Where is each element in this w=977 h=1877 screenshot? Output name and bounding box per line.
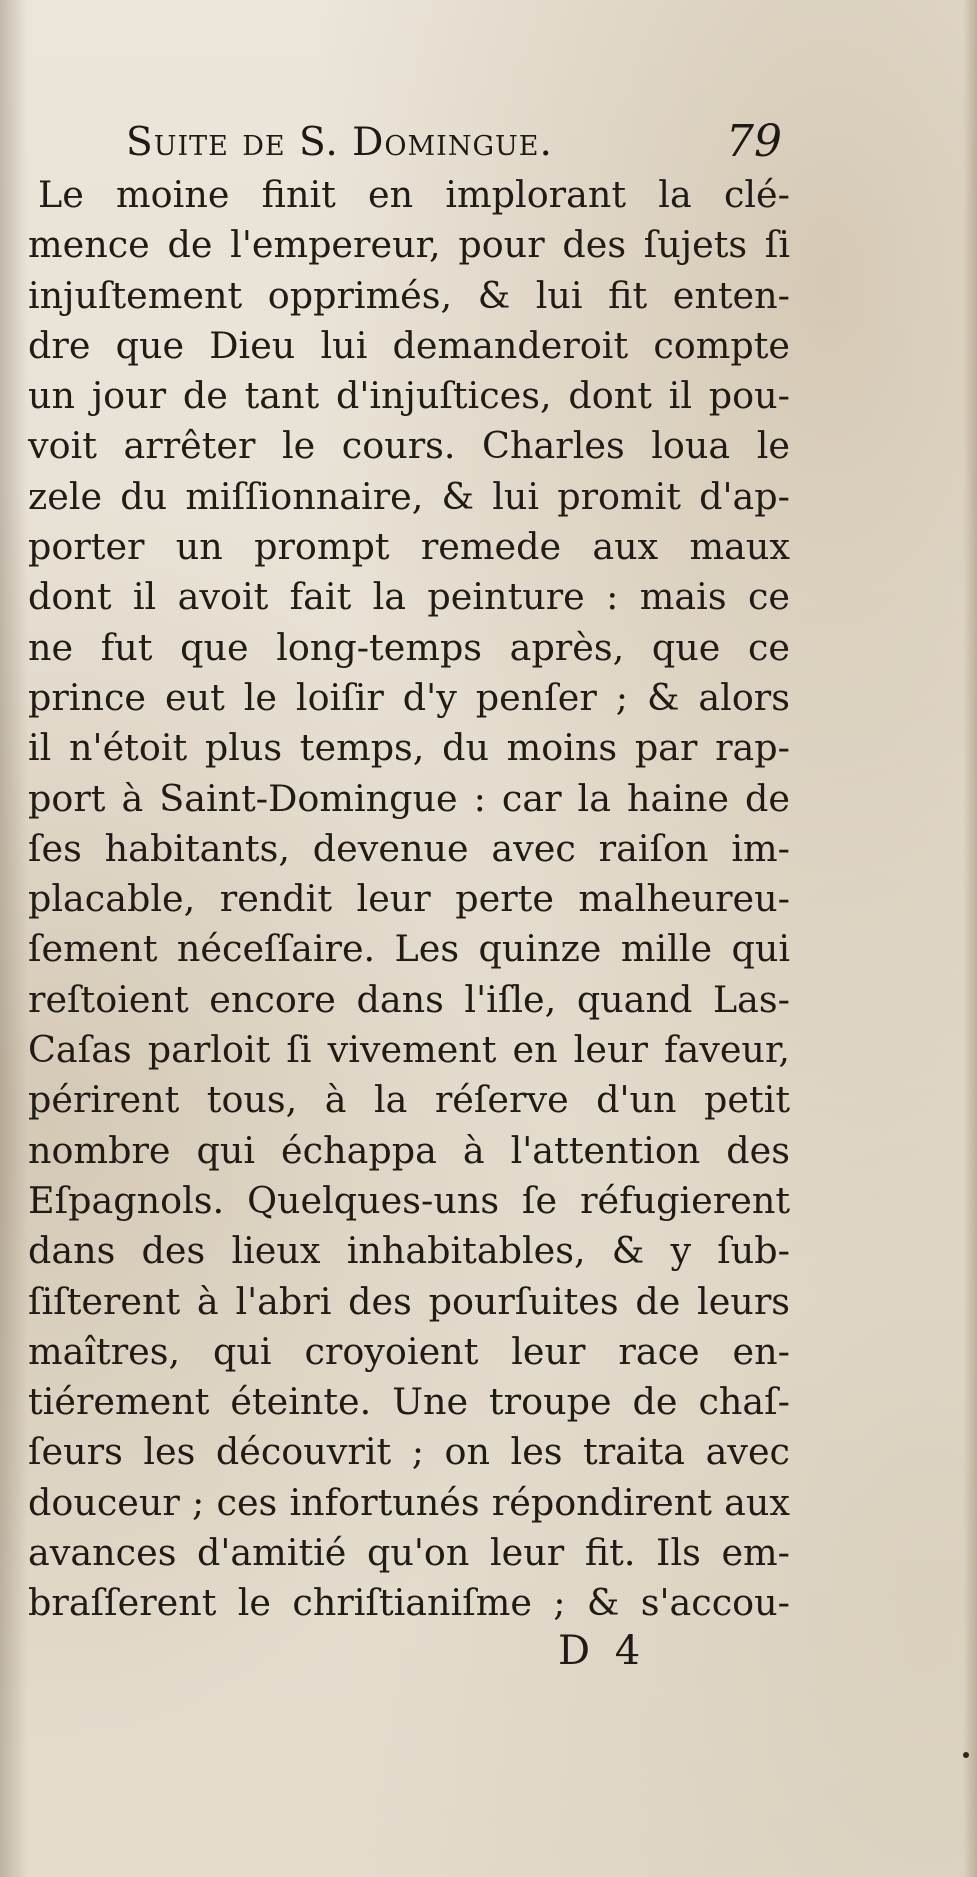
text-line: Le moine finit en implorant la clé- (38, 173, 790, 216)
text-line: avances d'amitié qu'on leur fit. Ils em- (28, 1531, 790, 1575)
text-line: il n'étoit plus temps, du moins par rap- (28, 726, 790, 770)
running-title: Suite de S. Domingue. (126, 120, 553, 165)
text-line: dont il avoit fait la peinture : mais ce (28, 575, 790, 619)
text-line: braſſerent le chriſtianiſme ; & s'accou- (28, 1581, 790, 1625)
text-line: porter un prompt remede aux maux (28, 525, 790, 569)
text-line: reſtoient encore dans l'iſle, quand Las- (28, 977, 790, 1021)
text-line: tiérement éteinte. Une troupe de chaſ- (28, 1380, 790, 1424)
text-line: maîtres, qui croyoient leur race en- (28, 1329, 790, 1373)
body-text (28, 170, 790, 1629)
signature-mark: D 4 (558, 1628, 647, 1674)
text-line: placable, rendit leur perte malheureu- (28, 877, 790, 921)
ink-speck (963, 1752, 969, 1758)
text-line: nombre qui échappa à l'attention des (28, 1128, 790, 1172)
text-line: zele du miſſionnaire, & lui promit d'ap- (28, 474, 790, 518)
text-line: prince eut le loiſir d'y penſer ; & alors (28, 675, 790, 719)
text-line: dans des lieux inhabitables, & y ſub- (28, 1229, 790, 1273)
page-edge (963, 0, 977, 1877)
text-line: ſement néceſſaire. Les quinze mille qui (28, 927, 790, 971)
text-line: ne fut que long-temps après, que ce (28, 625, 790, 669)
text-line: ſeurs les découvrit ; on les traita avec (28, 1430, 790, 1474)
text-line: périrent tous, à la réſerve d'un petit (28, 1078, 790, 1122)
text-line: ſiſterent à l'abri des pourſuites de leurs (28, 1279, 790, 1323)
page-number: 79 (726, 116, 782, 167)
gutter-shadow (0, 0, 28, 1877)
page-header (118, 112, 790, 178)
text-line: Caſas parloit ſi vivement en leur faveur, (28, 1028, 790, 1072)
text-line: port à Saint-Domingue : car la haine de (28, 776, 790, 820)
text-line: un jour de tant d'injuſtices, dont il pou- (28, 374, 790, 418)
text-line: dre que Dieu lui demanderoit compte (28, 323, 790, 367)
text-line: mence de l'empereur, pour des ſujets ſi (28, 223, 790, 267)
text-line: voit arrêter le cours. Charles loua le (28, 424, 790, 468)
text-line: ſes habitants, devenue avec raiſon im- (28, 826, 790, 870)
text-line: Eſpagnols. Quelques-uns ſe réfugierent (28, 1178, 790, 1222)
text-line: douceur ; ces infortunés répondirent aux (28, 1480, 790, 1524)
text-line: injuſtement opprimés, & lui fit enten- (28, 273, 790, 317)
